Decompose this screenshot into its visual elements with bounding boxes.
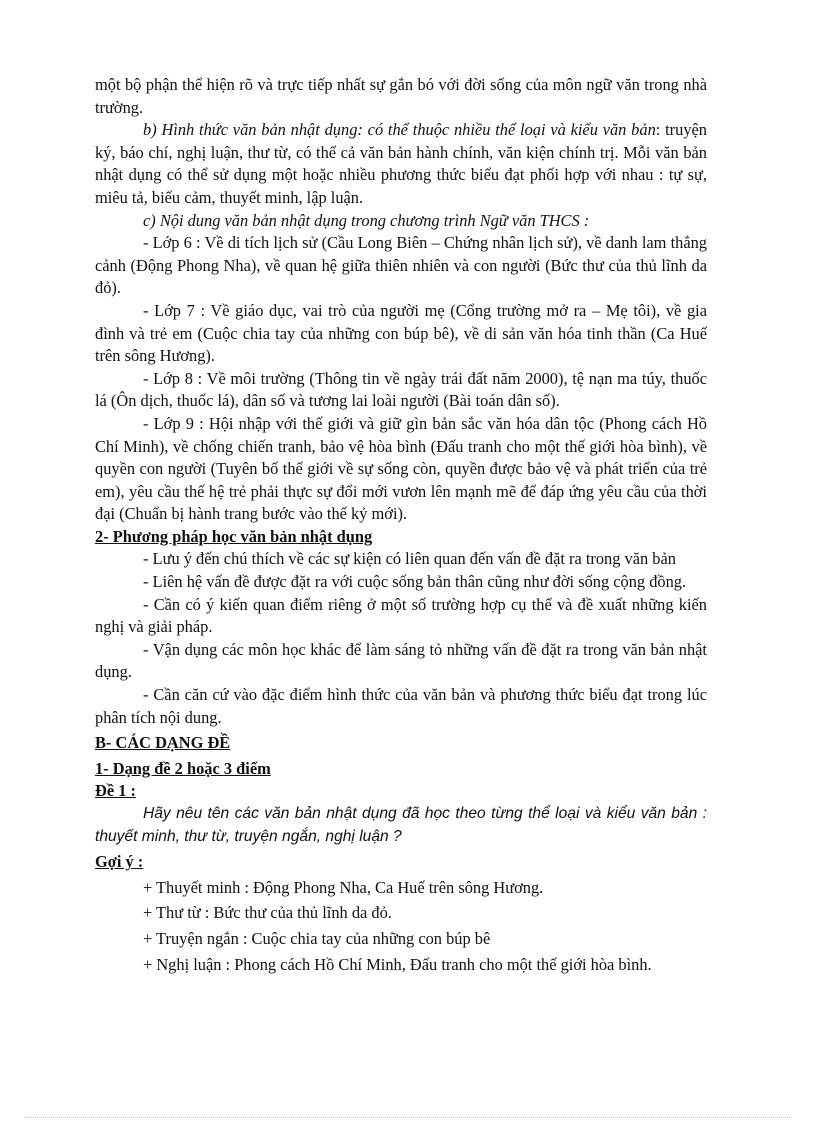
page-bottom-divider	[24, 1117, 792, 1118]
hint-item: + Nghị luận : Phong cách Hồ Chí Minh, Đấu tranh cho một thế giới hòa bình.	[143, 954, 652, 974]
section-b-heading: B- CÁC DẠNG ĐỀ	[95, 733, 231, 753]
intro-paragraph: một bộ phận thể hiện rõ và trực tiếp nhất sự gắn bó với đời sống của môn ngữ văn trong nhà trường.	[95, 75, 707, 117]
form-paragraph	[95, 119, 707, 209]
question-text: Hãy nêu tên các văn bản nhật dụng đã học theo từng thể loại và kiểu văn bản : thuyết minh, thư từ, truyện ngắn, nghị luận ?	[95, 805, 707, 845]
grade-7-paragraph: - Lớp 7 : Về giáo dục, vai trò của người mẹ (Cổng trường mở ra – Mẹ tôi), về gia đình và trẻ em (Cuộc chia tay của những con búp bê), về di sản văn hóa tinh thần (Ca Huế trên sông Hương).	[95, 300, 707, 366]
sub-heading: 1- Dạng đề 2 hoặc 3 điểm	[95, 758, 271, 778]
goi-y-label: Gợi ý :	[95, 852, 144, 872]
hint-item: + Thư từ : Bức thư của thủ lĩnh da đỏ.	[143, 903, 392, 923]
hint-item: + Thuyết minh : Động Phong Nha, Ca Huế trên sông Hương.	[143, 877, 544, 897]
hint-item: + Truyện ngắn : Cuộc chia tay của những con búp bê	[143, 928, 491, 948]
grade-9-paragraph: - Lớp 9 : Hội nhập với thế giới và giữ gìn bản sắc văn hóa dân tộc (Phong cách Hồ Chí Minh), về chống chiến tranh, bảo vệ hòa bình (Đấu tranh cho một thế giới hòa bình), về quyền con người (Tuyên bố thế giới về sự sống còn, quyền được bảo vệ và phát triển của trẻ em), yêu cầu thế hệ trẻ phải thực sự đổi mới vươn lên mạnh mẽ để đáp ứng yêu cầu của thời đại (Chuẩn bị hành trang bước vào thế kỷ mới).	[95, 413, 707, 524]
grade-6-paragraph: - Lớp 6 : Về di tích lịch sử (Cầu Long Biên – Chứng nhân lịch sử), về danh lam thắng cảnh (Động Phong Nha), về quan hệ giữa thiên nhiên và con người (Bức thư của thủ lĩnh da đỏ).	[95, 233, 707, 298]
method-item: - Cần có ý kiến quan điểm riêng ở một số trường hợp cụ thể và đề xuất những kiến nghị và giải pháp.	[95, 594, 707, 637]
grade-8-paragraph: - Lớp 8 : Về môi trường (Thông tin về ngày trái đất năm 2000), tệ nạn ma túy, thuốc lá (Ôn dịch, thuốc lá), dân số và tương lai loài người (Bài toán dân số).	[95, 368, 707, 411]
method-item: - Vận dụng các môn học khác để làm sáng tỏ những vấn đề đặt ra trong văn bản nhật dụng.	[95, 639, 707, 682]
document-page	[95, 74, 707, 976]
method-heading: 2- Phương pháp học văn bản nhật dụng	[95, 526, 373, 546]
method-item: - Cần căn cứ vào đặc điểm hình thức của văn bản và phương thức biểu đạt trong lúc phân tích nội dung.	[95, 685, 707, 727]
form-rest: : truyện ký, báo chí, nghị luận, thư từ, có thể cả văn bản hành chính, văn kiện chính trị. Mỗi văn bản nhật dụng có thể sử dụng một hoặc nhiều phương thức biểu đạt phối hợp với nhau : tự sự, miêu tả, biểu cảm, thuyết minh, lập luận.	[95, 120, 707, 207]
form-label: b) Hình thức văn bản nhật dụng:	[143, 120, 363, 140]
method-item: - Lưu ý đến chú thích về các sự kiện có liên quan đến vấn đề đặt ra trong văn bản	[143, 549, 676, 569]
content-heading: c) Nội dung văn bản nhật dụng trong chương trình Ngữ văn THCS :	[143, 210, 590, 230]
de-label: Đề 1 :	[95, 781, 136, 801]
form-mid: có thể thuộc nhiều thể loại và kiểu văn bản	[362, 120, 656, 140]
method-item: - Liên hệ vấn đề được đặt ra với cuộc sống bản thân cũng như đời sống cộng đồng.	[143, 572, 687, 592]
